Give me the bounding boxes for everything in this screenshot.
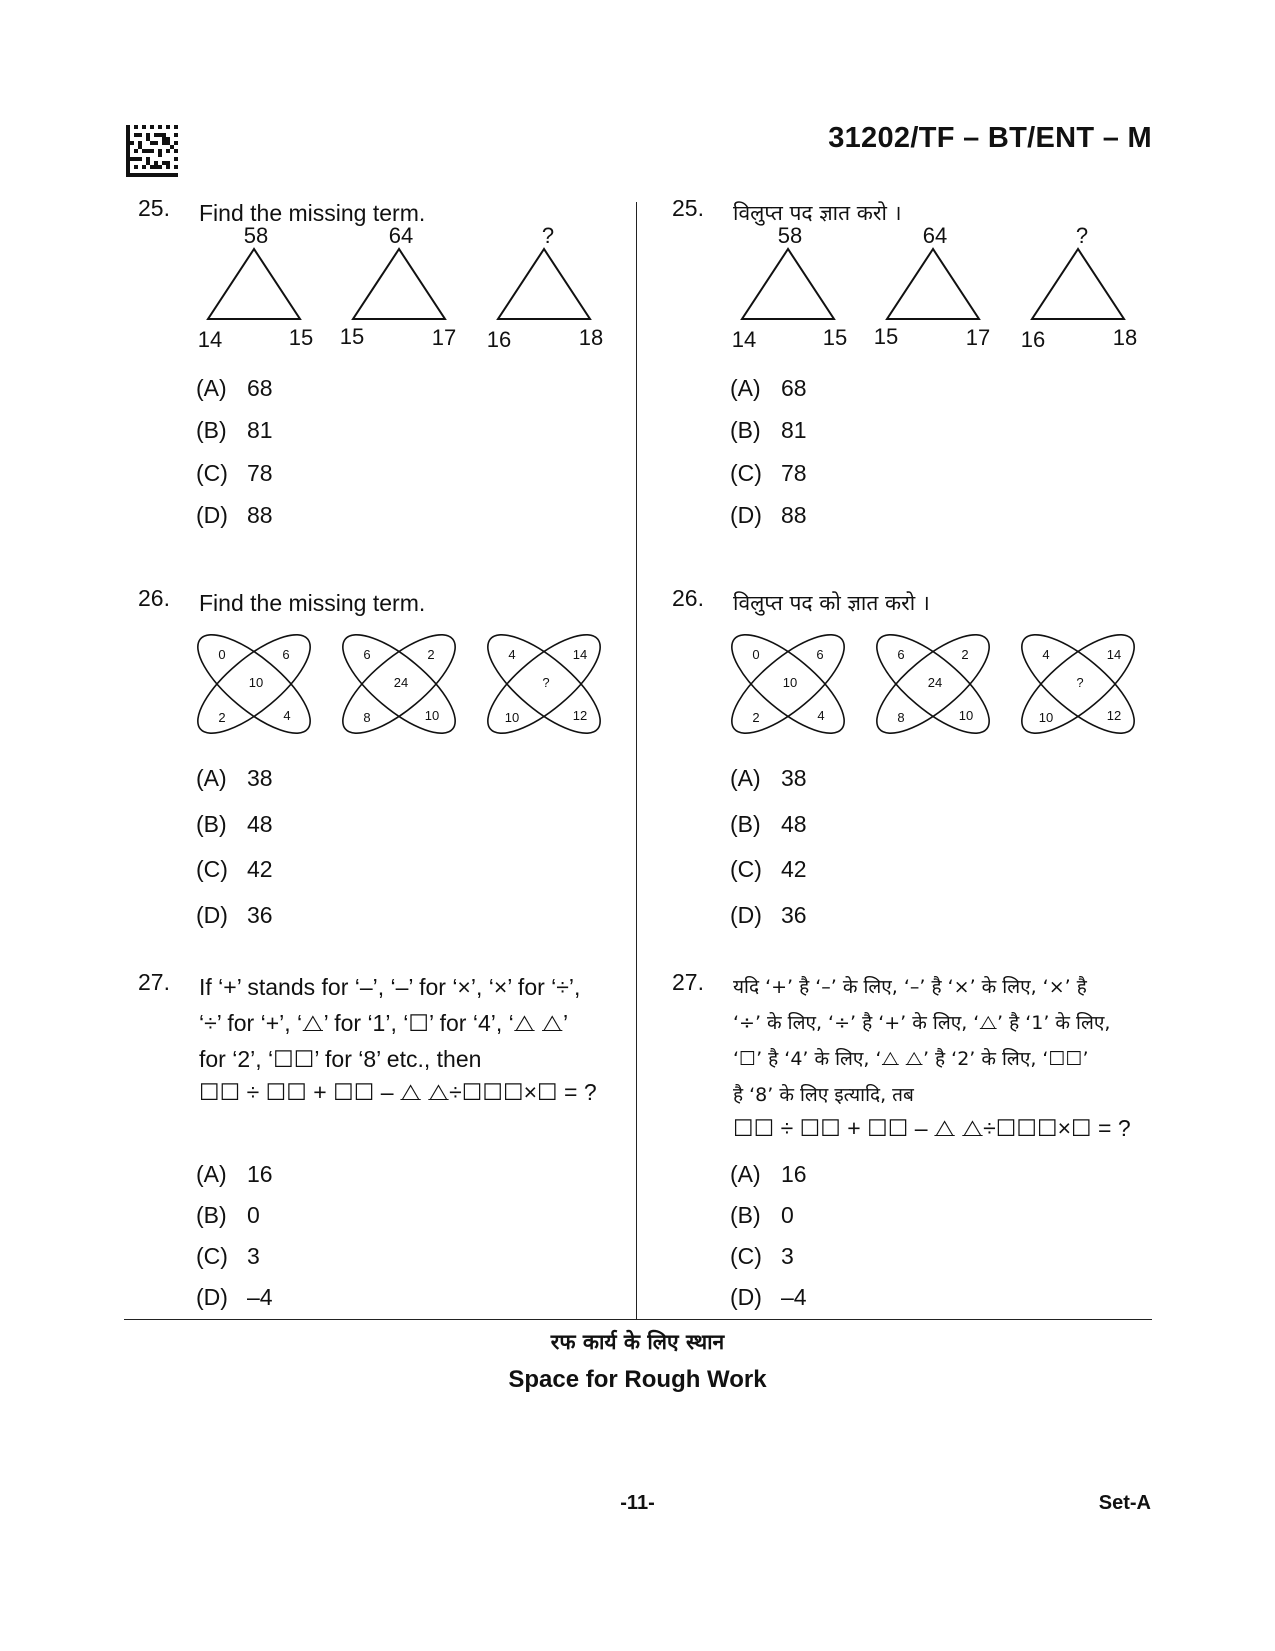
triangle-1-top: 58: [243, 223, 269, 248]
svg-text:2: 2: [961, 647, 969, 662]
svg-text:10: 10: [504, 710, 520, 725]
svg-text:8: 8: [363, 710, 371, 725]
svg-text:2: 2: [218, 710, 226, 725]
question-number: 27.: [138, 969, 170, 995]
option-b: (B) 0: [196, 1202, 260, 1228]
question-text: विलुप्त पद को ज्ञात करो ।: [733, 591, 930, 615]
svg-text:4: 4: [1042, 647, 1050, 662]
option-c: (C) 78: [730, 460, 807, 486]
svg-text:6: 6: [816, 647, 824, 662]
question-text: यदि ‘+’ है ‘–’ के लिए, ‘–’ है ‘×’ के लिए, ‘×’ है ‘÷’ के लिए, ‘÷’ है ‘+’ के लिए, ‘⧍’ है ‘1’ के लिए, ‘☐’ है ‘4’ के लिए, ‘⧍ ⧍’ है ‘2’ के लिए, ‘☐☐’ है ‘8’ के लिए इत्यादि, तब: [733, 976, 1111, 1106]
svg-text:10: 10: [1038, 710, 1054, 725]
triangle-3-top: ?: [541, 223, 555, 248]
svg-text:15: 15: [873, 324, 899, 349]
svg-text:10: 10: [248, 675, 264, 690]
option-d: (D) 88: [730, 502, 807, 528]
svg-text:12: 12: [1106, 708, 1122, 723]
triangle-1: [208, 249, 300, 319]
option-a: (A) 16: [196, 1161, 273, 1187]
option-a: (A) 68: [730, 375, 807, 401]
option-b: (B) 48: [196, 811, 273, 837]
triangle-3: [498, 249, 590, 319]
svg-text:6: 6: [897, 647, 905, 662]
svg-text:14: 14: [572, 647, 588, 662]
option-c: (C) 42: [196, 856, 273, 882]
svg-text:24: 24: [927, 675, 943, 690]
svg-text:4: 4: [508, 647, 516, 662]
rough-work-label-hindi: रफ कार्य के लिए स्थान: [550, 1330, 725, 1354]
option-a: (A) 38: [196, 765, 273, 791]
ellipse-figures: [196, 629, 636, 746]
svg-text:12: 12: [572, 708, 588, 723]
question-text: Find the missing term.: [199, 590, 426, 616]
question-number: 26.: [138, 585, 170, 611]
question-formula: ☐☐ ÷ ☐☐ + ☐☐ – ⧍ ⧍÷☐☐☐×☐ = ?: [199, 1079, 597, 1105]
svg-text:?: ?: [1076, 675, 1084, 690]
option-b: (B) 81: [730, 417, 807, 443]
svg-text:4: 4: [817, 708, 825, 723]
question-number: 27.: [672, 969, 704, 995]
option-a: (A) 38: [730, 765, 807, 791]
triangle-3-right: 18: [578, 325, 604, 350]
option-c: (C) 3: [196, 1243, 260, 1269]
triangle-3-left: 16: [486, 327, 512, 352]
option-b: (B) 48: [730, 811, 807, 837]
set-label: Set-A: [1098, 1492, 1151, 1514]
option-b: (B) 81: [196, 417, 273, 443]
triangle-2: [353, 249, 445, 319]
option-d: (D) –4: [730, 1284, 807, 1310]
svg-text:?: ?: [1075, 223, 1089, 248]
svg-text:?: ?: [542, 675, 550, 690]
ellipse-figures: [730, 629, 1150, 746]
option-c: (C) 42: [730, 856, 807, 882]
svg-text:18: 18: [1112, 325, 1138, 350]
triangle-2-left: 15: [339, 324, 365, 349]
option-d: (D) 88: [196, 502, 273, 528]
svg-text:10: 10: [424, 708, 440, 723]
triangle-1-right: 15: [288, 325, 314, 350]
question-text: विलुप्त पद ज्ञात करो ।: [733, 201, 902, 225]
option-c: (C) 3: [730, 1243, 794, 1269]
option-a: (A) 16: [730, 1161, 807, 1187]
svg-text:2: 2: [752, 710, 760, 725]
option-b: (B) 0: [730, 1202, 794, 1228]
svg-text:6: 6: [363, 647, 371, 662]
svg-text:58: 58: [777, 223, 803, 248]
svg-text:16: 16: [1020, 327, 1046, 352]
option-d: (D) –4: [196, 1284, 273, 1310]
svg-text:15: 15: [822, 325, 848, 350]
page-number: -11-: [620, 1492, 655, 1514]
triangle-figures: [196, 223, 636, 358]
option-d: (D) 36: [730, 902, 807, 928]
question-number: 25.: [672, 195, 704, 221]
svg-text:64: 64: [922, 223, 948, 248]
question-number: 25.: [138, 195, 170, 221]
svg-text:4: 4: [283, 708, 291, 723]
svg-text:0: 0: [218, 647, 226, 662]
option-a: (A) 68: [196, 375, 273, 401]
triangle-2-top: 64: [388, 223, 414, 248]
qr-code-icon: [126, 125, 178, 177]
question-formula: ☐☐ ÷ ☐☐ + ☐☐ – ⧍ ⧍÷☐☐☐×☐ = ?: [733, 1115, 1131, 1141]
question-text: If ‘+’ stands for ‘–’, ‘–’ for ‘×’, ‘×’ for ‘÷’, ‘÷’ for ‘+’, ‘⧍’ for ‘1’, ‘☐’ for ‘4’, ‘⧍ ⧍’ for ‘2’, ‘☐☐’ for ‘8’ etc., then: [199, 974, 581, 1072]
question-number: 26.: [672, 585, 704, 611]
svg-text:14: 14: [1106, 647, 1122, 662]
option-c: (C) 78: [196, 460, 273, 486]
svg-text:24: 24: [393, 675, 409, 690]
svg-text:6: 6: [282, 647, 290, 662]
question-text: Find the missing term.: [199, 200, 426, 226]
svg-text:10: 10: [782, 675, 798, 690]
option-d: (D) 36: [196, 902, 273, 928]
svg-text:2: 2: [427, 647, 435, 662]
svg-text:8: 8: [897, 710, 905, 725]
triangle-1-left: 14: [197, 327, 223, 352]
svg-text:10: 10: [958, 708, 974, 723]
svg-text:17: 17: [965, 325, 991, 350]
rough-work-label: Space for Rough Work: [508, 1366, 767, 1393]
svg-text:0: 0: [752, 647, 760, 662]
triangle-2-right: 17: [431, 325, 457, 350]
paper-code: 31202/TF – BT/ENT – M: [828, 122, 1152, 154]
column-divider: [636, 202, 637, 1320]
triangle-figures: [730, 223, 1150, 358]
bottom-rule: [124, 1319, 1152, 1320]
svg-text:14: 14: [731, 327, 757, 352]
